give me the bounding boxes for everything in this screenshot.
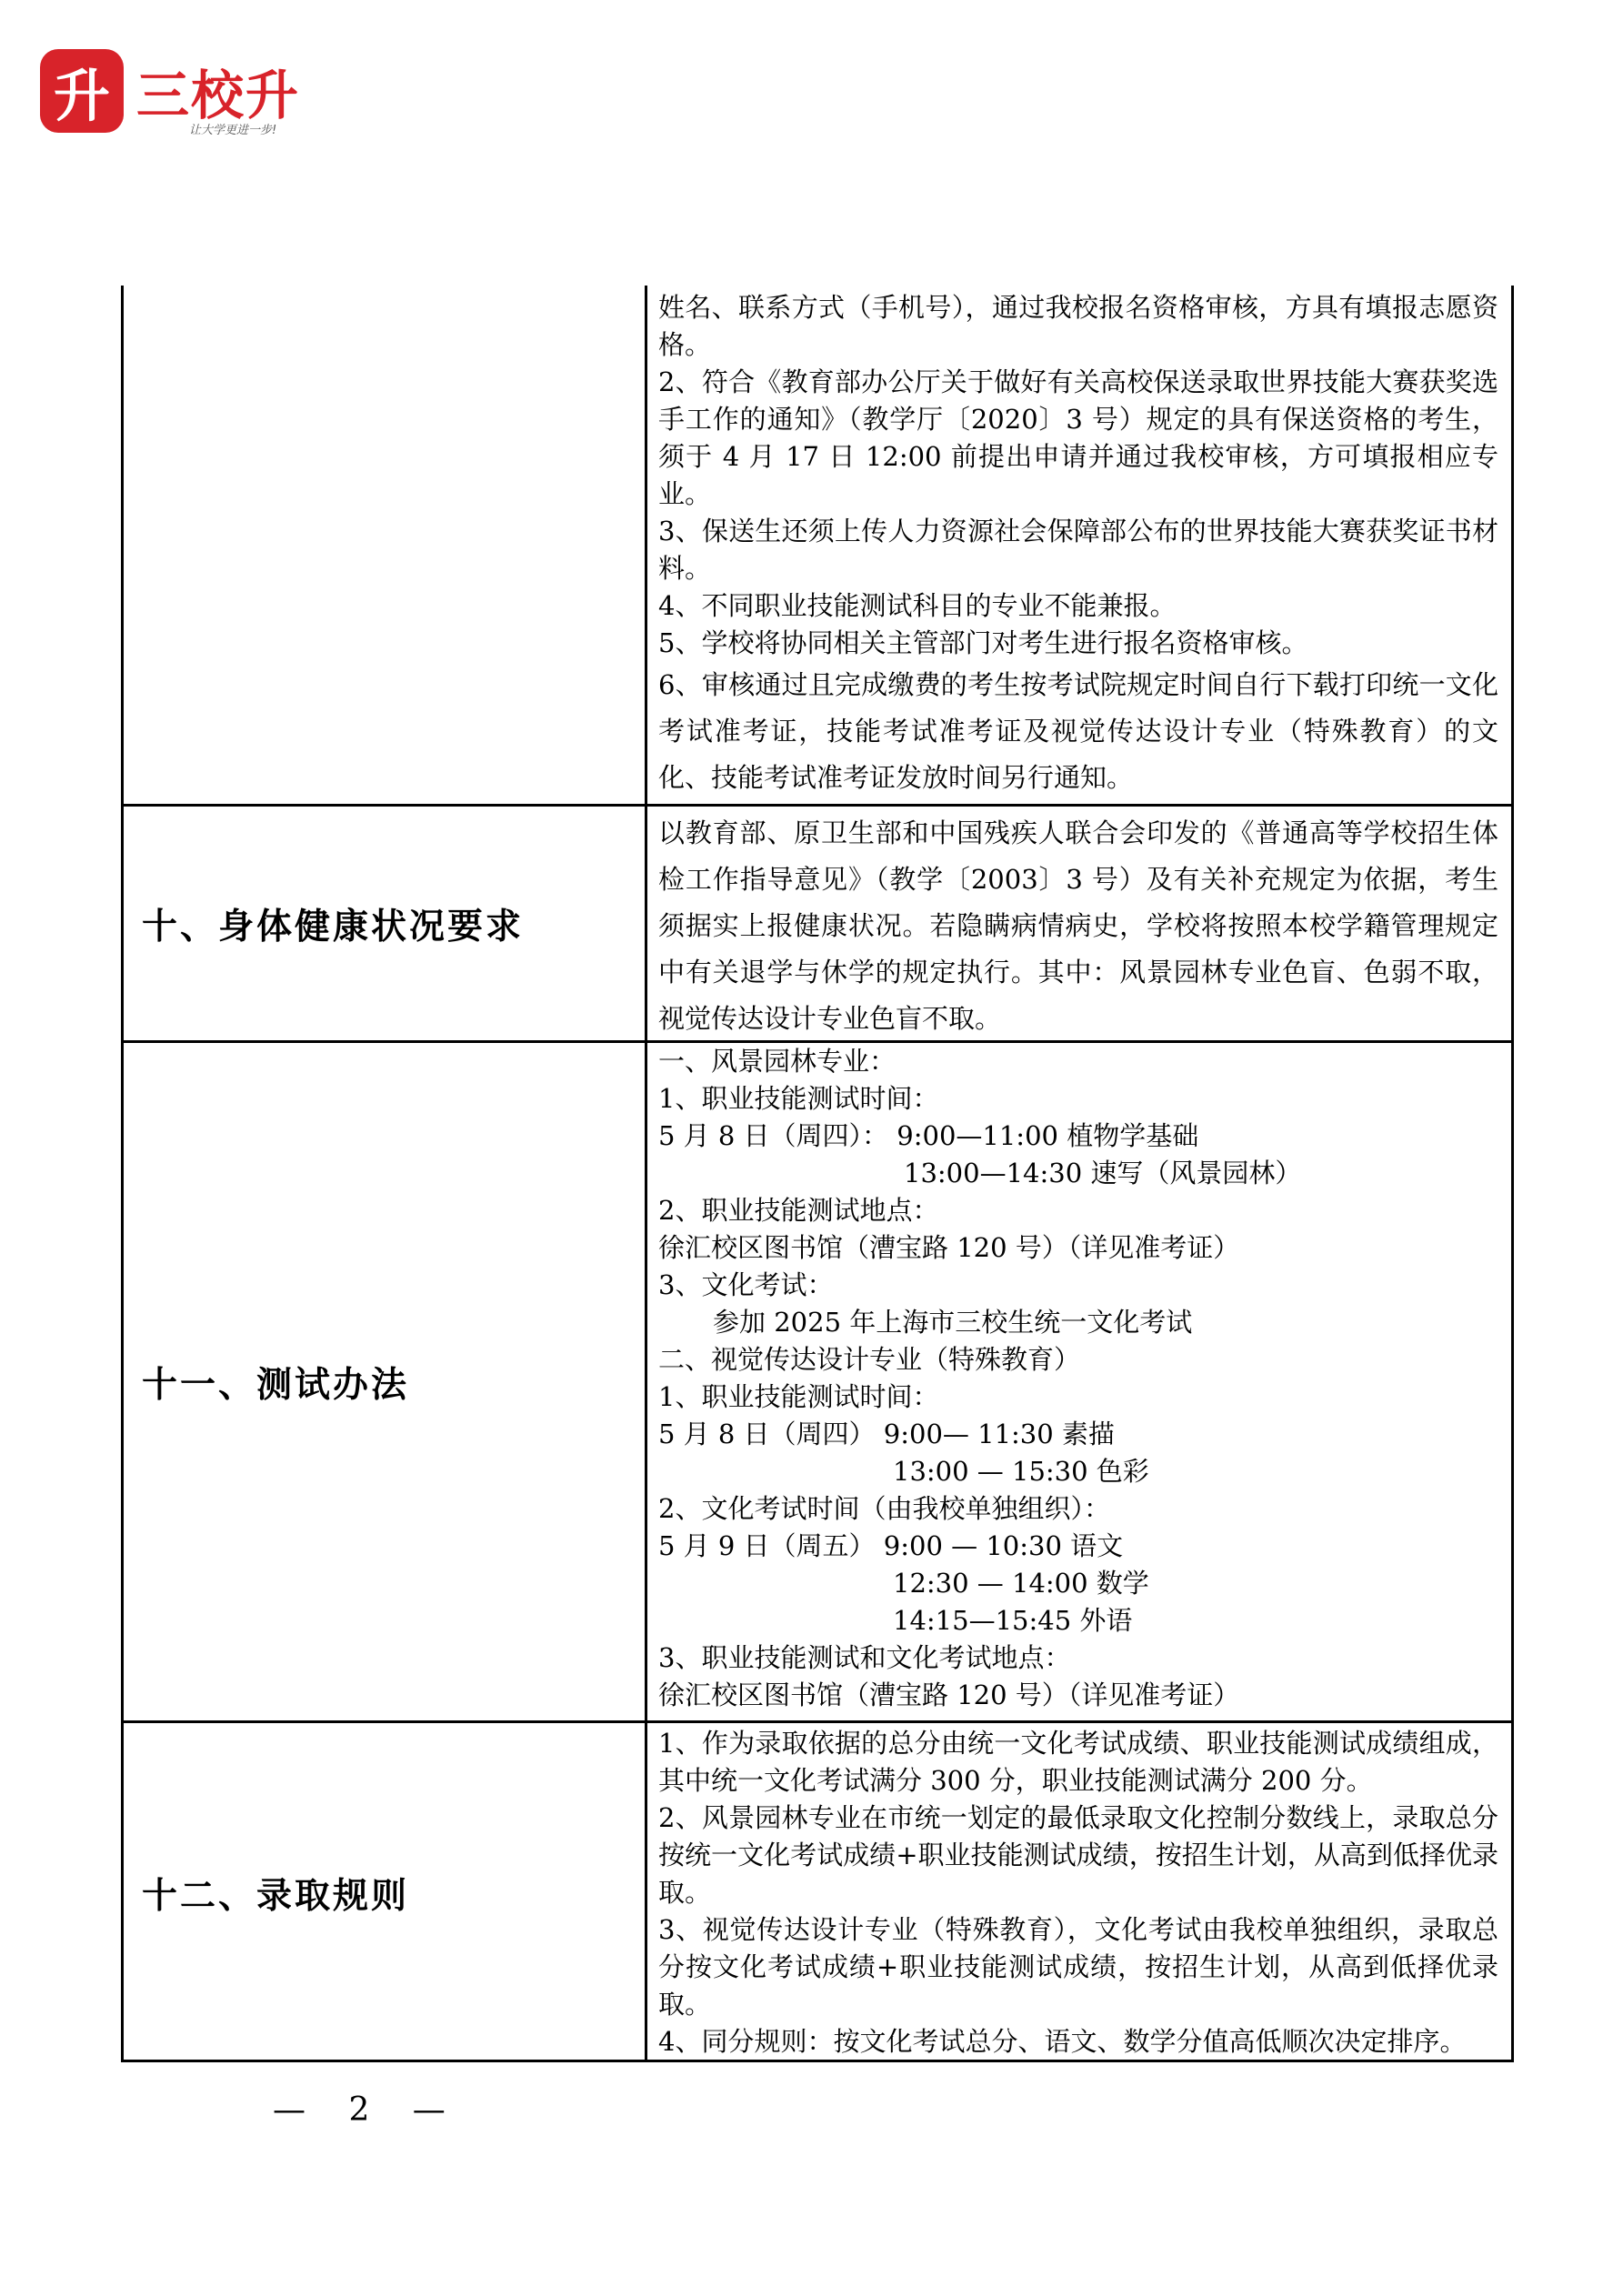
list-item: 12:30 — 14:00 数学	[893, 1568, 1149, 1599]
list-item: 3、职业技能测试和文化考试地点：	[658, 1642, 1071, 1673]
row-content	[658, 289, 1498, 801]
row-label: 十、身体健康状况要求	[142, 906, 525, 947]
paragraph: 2、符合《教育部办公厅关于做好有关高校保送录取世界技能大赛获奖选手工作的通知》（教学厅〔2020〕3 号）规定的具有保送资格的考生，须于 4 月 17 日 12:00 前提出申请并通过我校审核，方可填报相应专业。	[658, 366, 1498, 509]
list-item: 徐汇校区图书馆（漕宝路 120 号）（详见准考证）	[658, 1232, 1240, 1263]
row-content	[658, 1043, 1498, 1714]
list-item: 二、视觉传达设计专业（特殊教育）	[658, 1344, 1081, 1375]
column-divider	[645, 807, 647, 1040]
row-content	[658, 810, 1498, 1042]
column-divider	[645, 1043, 647, 1720]
column-divider	[645, 1723, 647, 2062]
list-item: 参加 2025 年上海市三校生统一文化考试	[713, 1307, 1193, 1338]
paragraph: 4、不同职业技能测试科目的专业不能兼报。	[658, 590, 1177, 621]
row-content	[658, 1725, 1498, 2060]
logo-badge-icon: 升	[40, 49, 124, 133]
list-item: 3、文化考试：	[658, 1269, 834, 1300]
table-row-health	[124, 804, 1511, 1040]
list-item: 5 月 8 日（周四）： 9:00—11:00 植物学基础	[658, 1120, 1199, 1151]
list-item: 徐汇校区图书馆（漕宝路 120 号）（详见准考证）	[658, 1679, 1240, 1710]
column-divider	[645, 286, 647, 804]
list-item: 1、职业技能测试时间：	[658, 1083, 939, 1114]
logo-name: 三校升	[136, 65, 301, 126]
list-item: 5 月 9 日（周五） 9:00 — 10:30 语文	[658, 1530, 1124, 1561]
paragraph: 以教育部、原卫生部和中国残疾人联合会印发的《普通高等学校招生体检工作指导意见》（教学〔2003〕3 号）及有关补充规定为依据，考生须据实上报健康状况。若隐瞒病情病史，学校将按照本校学籍管理规定中有关退学与休学的规定执行。其中：风景园林专业色盲、色弱不取，视觉传达设计专业色盲不取。	[658, 817, 1498, 1034]
table-row-admission-rules	[124, 1720, 1511, 2062]
list-item: 2、文化考试时间（由我校单独组织）：	[658, 1493, 1110, 1524]
row-label: 十二、录取规则	[142, 1875, 410, 1917]
list-item: 14:15—15:45 外语	[893, 1605, 1133, 1636]
list-item: 13:00—14:30 速写（风景园林）	[904, 1158, 1302, 1188]
paragraph: 1、作为录取依据的总分由统一文化考试成绩、职业技能测试成绩组成，其中统一文化考试满分 300 分，职业技能测试满分 200 分。	[658, 1728, 1498, 1796]
list-item: 13:00 — 15:30 色彩	[893, 1456, 1149, 1487]
paragraph: 2、风景园林专业在市统一划定的最低录取文化控制分数线上，录取总分按统一文化考试成绩+职业技能测试成绩，按招生计划，从高到低择优录取。	[658, 1802, 1498, 1908]
paragraph: 6、审核通过且完成缴费的考生按考试院规定时间自行下载打印统一文化考试准考证，技能考试准考证及视觉传达设计专业（特殊教育）的文化、技能考试准考证发放时间另行通知。	[658, 669, 1498, 793]
logo-slogan: 让大学更进一步!	[189, 124, 277, 137]
page-number: — 2 —	[273, 2091, 462, 2129]
list-item: 2、职业技能测试地点：	[658, 1195, 939, 1226]
row-label-empty	[124, 286, 645, 804]
brand-logo	[27, 36, 327, 155]
paragraph: 3、保送生还须上传人力资源社会保障部公布的世界技能大赛获奖证书材料。	[658, 516, 1498, 584]
admissions-table	[121, 286, 1514, 2062]
paragraph: 姓名、联系方式（手机号），通过我校报名资格审核，方具有填报志愿资格。	[658, 292, 1498, 360]
paragraph: 3、视觉传达设计专业（特殊教育），文化考试由我校单独组织，录取总分按文化考试成绩+职业技能测试成绩，按招生计划，从高到低择优录取。	[658, 1914, 1498, 2020]
list-item: 5 月 8 日（周四） 9:00— 11:30 素描	[658, 1419, 1115, 1449]
list-item: 1、职业技能测试时间：	[658, 1381, 939, 1412]
paragraph: 5、学校将协同相关主管部门对考生进行报名资格审核。	[658, 627, 1308, 658]
list-item: 一、风景园林专业：	[658, 1046, 897, 1077]
table-row-continued	[124, 286, 1511, 804]
table-row-test-method	[124, 1040, 1511, 1720]
paragraph: 4、同分规则：按文化考试总分、语文、数学分值高低顺次决定排序。	[658, 2026, 1467, 2057]
row-label: 十一、测试办法	[142, 1364, 410, 1406]
